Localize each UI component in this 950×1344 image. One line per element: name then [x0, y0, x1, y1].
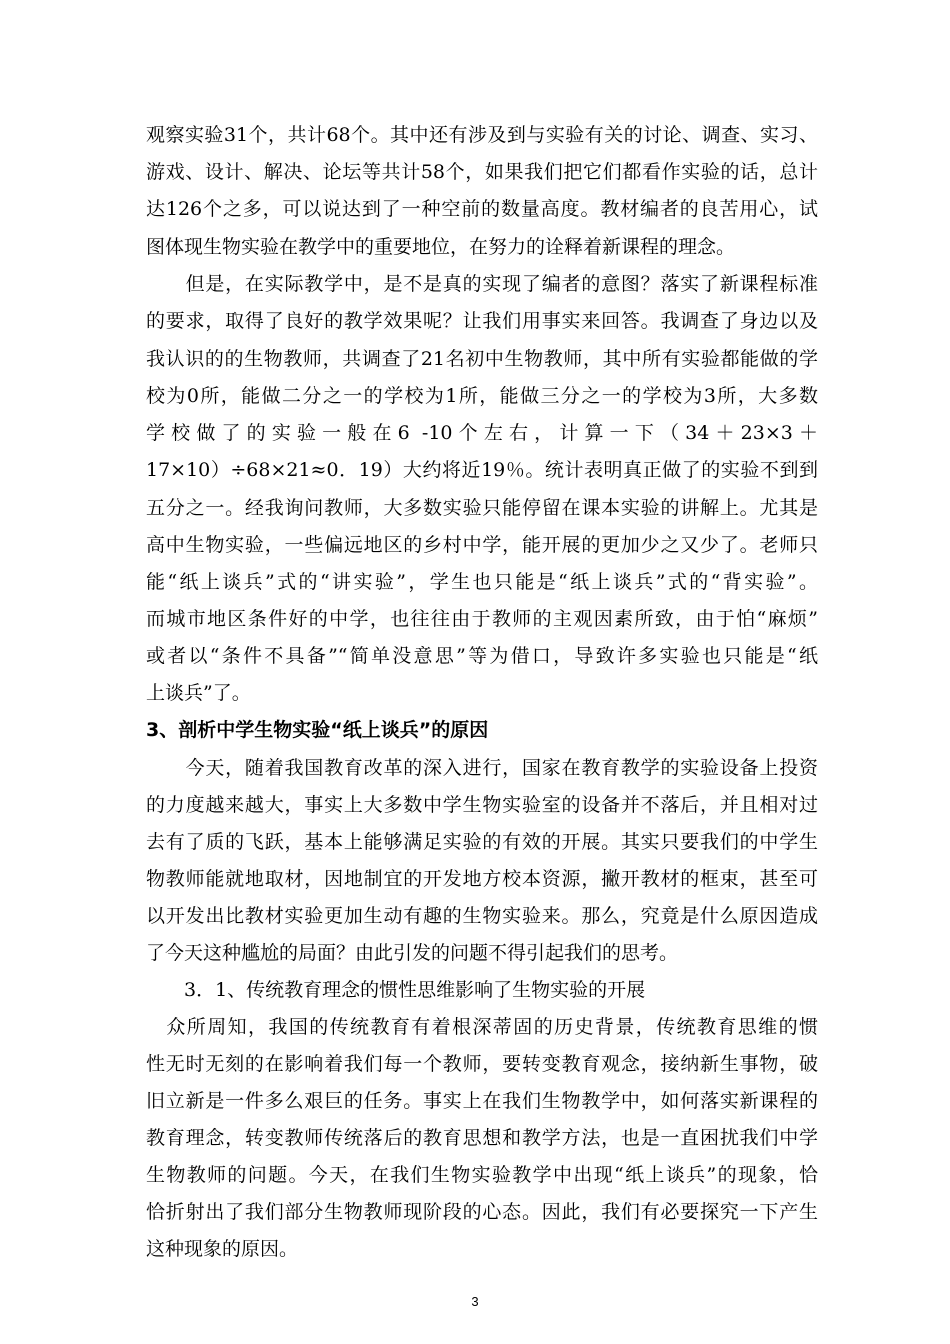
body-text-line: 图体现生物实验在教学中的重要地位，在努力的诠释着新课程的理念。	[146, 236, 736, 258]
body-text-line: 恰折射出了我们部分生物教师现阶段的心态。因此，我们有必要探究一下产生	[146, 1201, 818, 1223]
body-text-line: 校为0所，能做二分之一的学校为1所，能做三分之一的学校为3所，大多数	[146, 385, 818, 407]
body-text-line: 17×10）÷68×21≈0．19）大约将近19％。统计表明真正做了的实验不到到	[146, 459, 818, 481]
body-text-line: 但是，在实际教学中，是不是真的实现了编者的意图？落实了新课程标准	[146, 273, 818, 295]
body-text-line: 生物教师的问题。今天，在我们生物实验教学中出现“纸上谈兵”的现象，恰	[146, 1164, 818, 1186]
body-text-line: 去有了质的飞跃，基本上能够满足实验的有效的开展。其实只要我们的中学生	[146, 831, 818, 853]
body-text-line: 性无时无刻的在影响着我们每一个教师，要转变教育观念，接纳新生事物，破	[146, 1053, 818, 1075]
page-number: 3	[471, 1294, 479, 1309]
body-text-line: 或者以“条件不具备”“简单没意思”等为借口，导致许多实验也只能是“纸	[146, 645, 818, 667]
body-text-line: 今天，随着我国教育改革的深入进行，国家在教育教学的实验设备上投资	[146, 757, 818, 779]
body-text-line: 上谈兵”了。	[146, 682, 251, 704]
body-text-line: 观察实验31个，共计68个。其中还有涉及到与实验有关的讨论、调查、实习、	[146, 124, 818, 146]
body-text-line: 旧立新是一件多么艰巨的任务。事实上在我们生物教学中，如何落实新课程的	[146, 1090, 818, 1112]
body-text-line: 五分之一。经我询问教师，大多数实验只能停留在课本实验的讲解上。尤其是	[146, 497, 818, 519]
body-text-line: 我认识的的生物教师，共调查了21名初中生物教师，其中所有实验都能做的学	[146, 348, 818, 370]
section-heading: 3、剖析中学生物实验“纸上谈兵”的原因	[146, 719, 489, 741]
body-text-line: 物教师能就地取材，因地制宜的开发地方校本资源，撇开教材的框束，甚至可	[146, 868, 818, 890]
subsection-heading: 3．1、传统教育理念的惯性思维影响了生物实验的开展	[146, 979, 646, 1001]
body-text-line: 以开发出比教材实验更加生动有趣的生物实验来。那么，究竟是什么原因造成	[146, 905, 818, 927]
body-text-line: 众所周知，我国的传统教育有着根深蒂固的历史背景，传统教育思维的惯	[146, 1016, 818, 1038]
body-text-line: 教育理念，转变教师传统落后的教育思想和教学方法，也是一直困扰我们中学	[146, 1127, 818, 1149]
body-text-line: 的要求，取得了良好的教学效果呢？让我们用事实来回答。我调查了身边以及	[146, 310, 818, 332]
body-text-line: 而城市地区条件好的中学，也往往由于教师的主观因素所致，由于怕“麻烦”	[146, 608, 818, 630]
body-text-line: 达126个之多，可以说达到了一种空前的数量高度。教材编者的良苦用心，试	[146, 198, 818, 220]
body-text-line: 学校做了的实验一般在6 -10个左右，计算一下（34＋23×3＋	[146, 422, 818, 444]
body-text-line: 游戏、设计、解决、论坛等共计58个，如果我们把它们都看作实验的话，总计	[146, 161, 818, 183]
body-text-line: 这种现象的原因。	[146, 1238, 299, 1260]
body-text-line: 了今天这种尴尬的局面？由此引发的问题不得引起我们的思考。	[146, 942, 679, 964]
body-text-line: 的力度越来越大，事实上大多数中学生物实验室的设备并不落后，并且相对过	[146, 794, 818, 816]
body-text-line: 高中生物实验，一些偏远地区的乡村中学，能开展的更加少之又少了。老师只	[146, 534, 818, 556]
body-text-line: 能“纸上谈兵”式的“讲实验”，学生也只能是“纸上谈兵”式的“背实验”。	[146, 571, 818, 593]
